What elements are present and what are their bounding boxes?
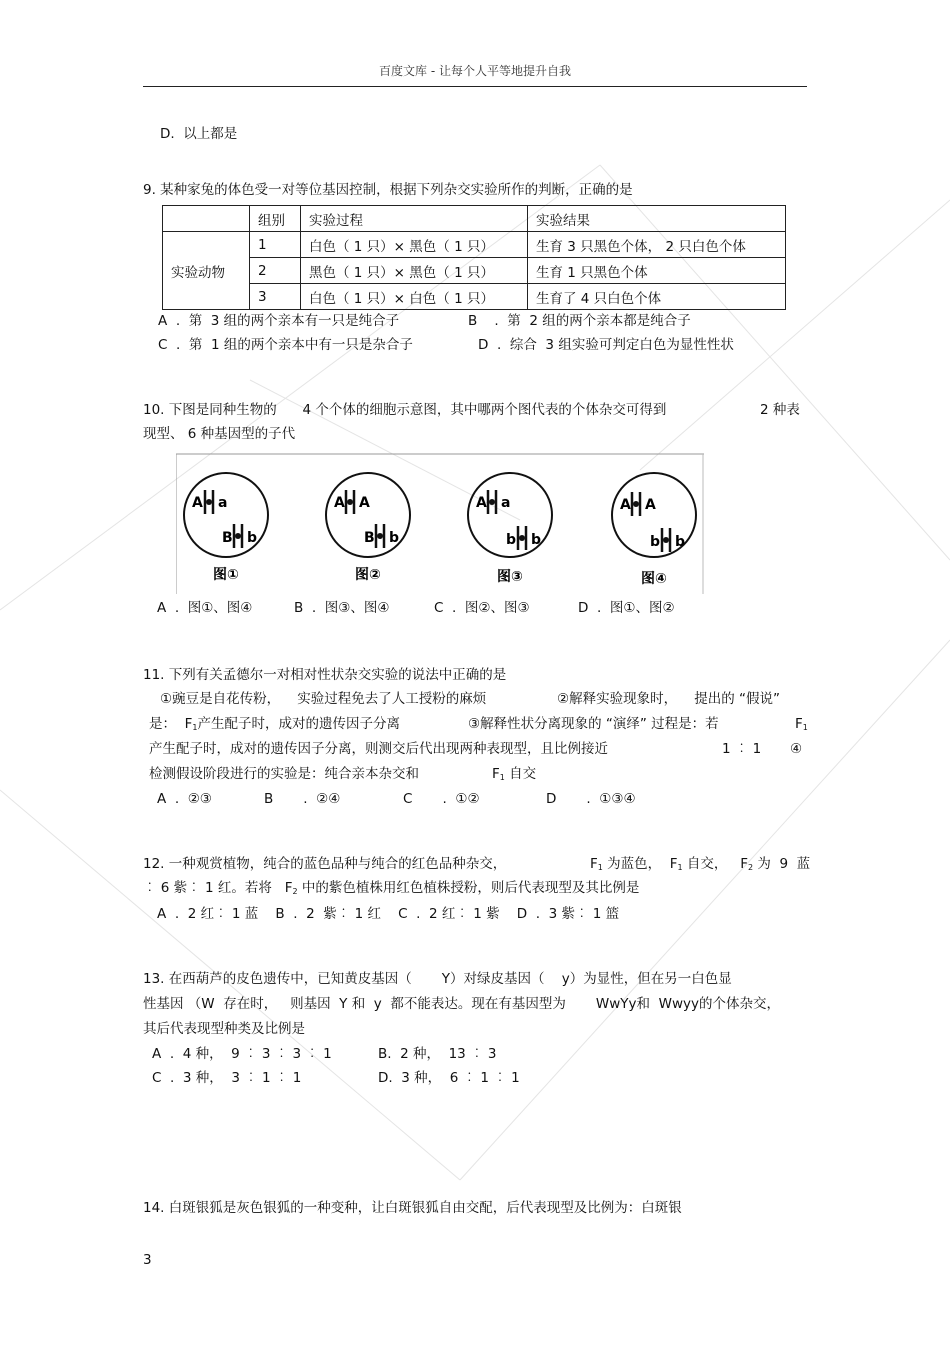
table-header-process: 实验过程	[301, 206, 528, 232]
allele-label: B	[222, 530, 233, 546]
table-header-blank	[163, 206, 250, 232]
q11-option-b: B . ②④	[264, 791, 341, 807]
table-cell-result: 生育了 4 只白色个体	[528, 284, 786, 310]
table-header-row	[163, 206, 786, 232]
q11-stem: 11. 下列有关孟德尔一对相对性状杂交实验的说法中正确的是	[143, 667, 507, 683]
table-cell-result: 生育 3 只黑色个体， 2 只白色个体	[528, 232, 786, 258]
table-cell-process: 白色（ 1 只）× 黑色（ 1 只）	[301, 232, 528, 258]
cell-diagram-2	[326, 473, 410, 583]
table-row-label: 实验动物	[163, 232, 250, 310]
page-number: 3	[143, 1252, 152, 1268]
q10-cell-figure	[176, 452, 704, 594]
allele-label: b	[675, 534, 686, 550]
q14-stem: 14. 白斑银狐是灰色银狐的一种变种，让白斑银狐自由交配，后代表现型及比例为：白斑银	[143, 1200, 682, 1216]
q9-option-a: A . 第 3 组的两个亲本有一只是纯合子	[158, 313, 400, 329]
allele-label: A	[476, 495, 487, 511]
allele-label: b	[506, 532, 517, 548]
header-rule	[143, 86, 807, 87]
table-cell-process: 白色（ 1 只）× 白色（ 1 只）	[301, 284, 528, 310]
q9-stem: 9. 某种家兔的体色受一对等位基因控制，根据下列杂交实验所作的判断，正确的是	[143, 182, 633, 198]
allele-label: A	[334, 495, 345, 511]
table-row	[163, 232, 786, 258]
table-cell-group: 3	[250, 284, 301, 310]
q10-option-b: B . 图③、图④	[294, 600, 390, 616]
allele-label: B	[364, 530, 375, 546]
figure-caption: 图④	[641, 571, 667, 587]
allele-label: a	[501, 495, 511, 511]
table-row	[163, 258, 786, 284]
figure-caption: 图②	[355, 567, 381, 583]
table-header-result: 实验结果	[528, 206, 786, 232]
cell-diagram-1	[184, 473, 268, 583]
q11-line2b: ③解释性状分离现象的 “演绎” 过程是：若	[468, 716, 719, 732]
q10-option-a: A . 图①、图④	[157, 600, 253, 616]
q10-stem-line2: 现型、 6 种基因型的子代	[143, 426, 296, 442]
allele-label: b	[389, 530, 400, 546]
q9-option-d: D . 综合 3 组实验可判定白色为显性性状	[478, 337, 734, 353]
q13-option-b: B. 2 种， 13 ︰ 3	[378, 1046, 497, 1062]
q11-line2a: 是： $F_1$产生配子时，成对的遗传因子分离	[149, 716, 400, 732]
q13-option-d: D. 3 种， 6 ︰ 1 ︰ 1	[378, 1070, 520, 1086]
allele-label: A	[359, 495, 370, 511]
q11-option-d: D . ①③④	[546, 791, 636, 807]
table-cell-process: 黑色（ 1 只）× 黑色（ 1 只）	[301, 258, 528, 284]
table-cell-group: 2	[250, 258, 301, 284]
allele-label: b	[650, 534, 661, 550]
figure-caption: 图①	[213, 567, 239, 583]
q12-line1: 12. 一种观赏植物，纯合的蓝色品种与纯合的红色品种杂交，	[143, 856, 507, 872]
allele-label: A	[620, 497, 631, 513]
q11-line1a: ①豌豆是自花传粉， 实验过程免去了人工授粉的麻烦	[160, 691, 487, 707]
q13-line1: 13. 在西葫芦的皮色遗传中，已知黄皮基因（ Y）对绿皮基因（ y）为显性，但在另一白色显	[143, 971, 732, 987]
allele-label: A	[192, 495, 203, 511]
q13-line3: 其后代表现型种类及比例是	[143, 1021, 305, 1037]
q9-option-c: C . 第 1 组的两个亲本中有一只是杂合子	[158, 337, 413, 353]
table-cell-result: 生育 1 只黑色个体	[528, 258, 786, 284]
q12-line1-tail: $F_1$ 为蓝色， $F_1$ 自交， $F_2$ 为 9 蓝	[590, 856, 811, 872]
allele-label: b	[247, 530, 258, 546]
figure-caption: 图③	[497, 569, 523, 585]
cell-diagram-3	[468, 473, 552, 585]
q11-option-a: A . ②③	[157, 791, 212, 807]
q9-experiment-table	[162, 205, 786, 310]
q13-option-a: A . 4 种， 9 ︰ 3 ︰ 3 ︰ 1	[152, 1046, 332, 1062]
cell-diagram-4	[612, 473, 696, 587]
q11-line4a: 检测假设阶段进行的实验是：纯合亲本杂交和	[149, 766, 419, 782]
q9-option-b: B . 第 2 组的两个亲本都是纯合子	[468, 313, 691, 329]
q11-line2c: $F_1$	[795, 716, 808, 732]
q12-options: A . 2 红︰ 1 蓝 B . 2 紫︰ 1 红 C . 2 红︰ 1 紫 D . 3 紫︰ 1 篮	[157, 906, 620, 922]
allele-label: a	[218, 495, 228, 511]
allele-label: A	[645, 497, 656, 513]
q8-option-d: D. 以上都是	[160, 126, 238, 142]
table-row	[163, 284, 786, 310]
q10-option-d: D . 图①、图②	[578, 600, 675, 616]
q11-line4b: $F_1$ 自交	[492, 766, 537, 782]
q11-option-c: C . ①②	[403, 791, 480, 807]
table-cell-group: 1	[250, 232, 301, 258]
q11-line3b: 1 ︰ 1	[722, 741, 762, 757]
q13-option-c: C . 3 种， 3 ︰ 1 ︰ 1	[152, 1070, 302, 1086]
q10-option-c: C . 图②、图③	[434, 600, 530, 616]
q13-line2: 性基因 （W 存在时， 则基因 Y 和 y 都不能表达。现在有基因型为 WwYy和 Wwyy的个体杂交，	[143, 996, 780, 1012]
allele-label: b	[531, 532, 542, 548]
table-header-group: 组别	[250, 206, 301, 232]
q11-line3c: ④	[790, 741, 803, 757]
q11-line1b: ②解释实验现象时， 提出的 “假说”	[557, 691, 781, 707]
q11-line3a: 产生配子时，成对的遗传因子分离，则测交后代出现两种表现型，且比例接近	[149, 741, 608, 757]
q12-line2: ︰ 6 紫︰ 1 红。若将 $F_2$ 中的紫色植株用红色植株授粉，则后代表现型及其比例是	[143, 880, 640, 896]
q10-stem-line1: 10. 下图是同种生物的 4 个个体的细胞示意图，其中哪两个图代表的个体杂交可得到	[143, 402, 667, 418]
q10-stem-line1-tail: 2 种表	[760, 402, 800, 418]
page-header: 百度文库 - 让每个人平等地提升自我	[379, 64, 571, 78]
